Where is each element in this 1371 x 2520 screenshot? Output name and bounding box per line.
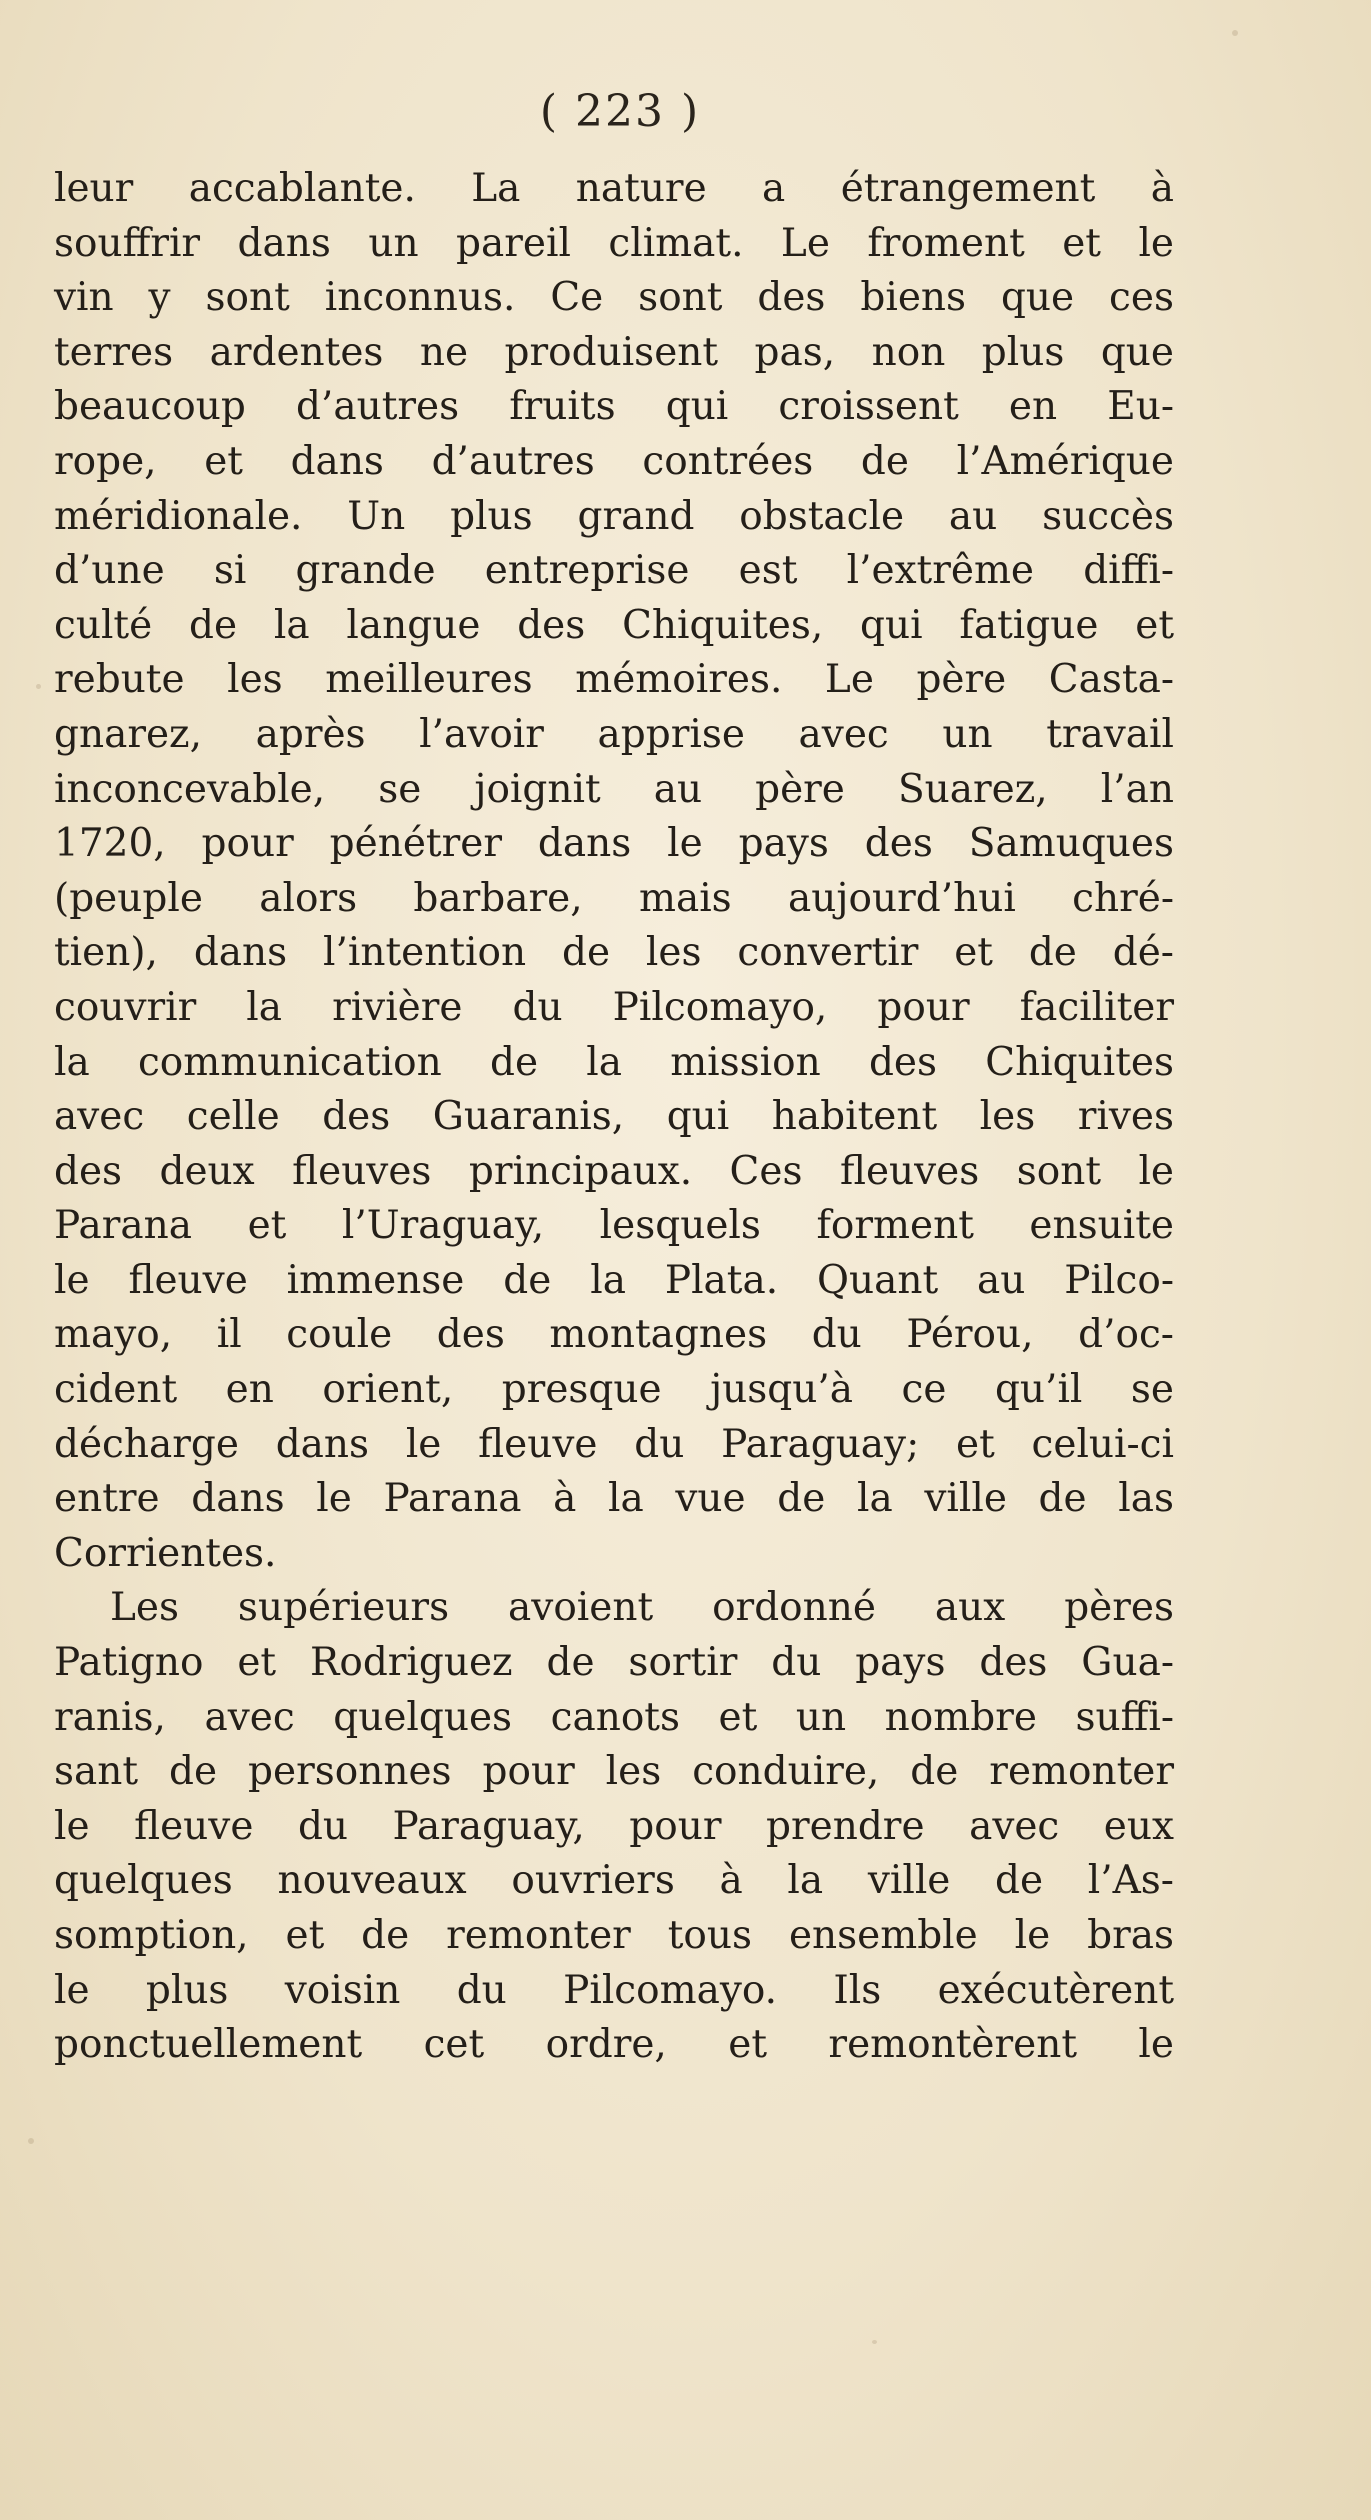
text-line: beaucoup d’autres fruits qui croissent en Eu-: [54, 384, 1174, 430]
text-line: (peuple alors barbare, mais aujourd’hui chré-: [54, 875, 1174, 921]
text-line: ponctuellement cet ordre, et remontèrent le: [54, 2022, 1174, 2068]
text-line: avec celle des Guaranis, qui habitent les rives: [54, 1094, 1174, 1140]
text-line: Patigno et Rodriguez de sortir du pays des Gua-: [54, 1640, 1174, 1686]
text-line: couvrir la rivière du Pilcomayo, pour faciliter: [54, 984, 1174, 1030]
text-line: sant de personnes pour les conduire, de remonter: [54, 1749, 1174, 1795]
paragraph-start-line: Les supérieurs avoient ordonné aux pères: [110, 1585, 1174, 1631]
text-line: le fleuve immense de la Plata. Quant au Pilco-: [54, 1257, 1174, 1303]
text-line: somption, et de remonter tous ensemble le bras: [54, 1913, 1174, 1958]
text-line: cident en orient, presque jusqu’à ce qu’il se: [54, 1367, 1174, 1413]
text-line: méridionale. Un plus grand obstacle au succès: [54, 493, 1174, 539]
text-line: rebute les meilleures mémoires. Le père Casta-: [54, 657, 1174, 703]
foxing-spot: [36, 684, 41, 689]
text-line: culté de la langue des Chiquites, qui fatigue et: [54, 602, 1174, 648]
text-line: 1720, pour pénétrer dans le pays des Samuques: [54, 821, 1174, 867]
page-number: ( 223 ): [539, 86, 701, 137]
text-line: rope, et dans d’autres contrées de l’Amérique: [54, 438, 1174, 484]
text-line: tien), dans l’intention de les convertir et de dé-: [54, 930, 1174, 976]
body-text: [54, 162, 1174, 2073]
foxing-spot: [28, 2138, 34, 2144]
text-line: souffrir dans un pareil climat. Le froment et le: [54, 220, 1174, 266]
text-line: gnarez, après l’avoir apprise avec un travail: [54, 711, 1174, 757]
foxing-spot: [1232, 30, 1238, 36]
text-line: d’une si grande entreprise est l’extrême diffi-: [54, 548, 1174, 594]
text-line: terres ardentes ne produisent pas, non plus que: [54, 329, 1174, 375]
foxing-spot: [872, 2340, 877, 2344]
text-line: vin y sont inconnus. Ce sont des biens que ces: [54, 275, 1174, 321]
text-line: des deux fleuves principaux. Ces fleuves sont le: [54, 1148, 1174, 1194]
text-line: leur accablante. La nature a étrangement à: [54, 166, 1174, 211]
text-line: le plus voisin du Pilcomayo. Ils exécutèrent: [54, 1967, 1174, 2013]
text-line: Parana et l’Uraguay, lesquels forment ensuite: [54, 1203, 1174, 1249]
text-line: le fleuve du Paraguay, pour prendre avec eux: [54, 1803, 1174, 1849]
paragraph-end-line: Corrientes.: [54, 1530, 277, 1576]
text-line: mayo, il coule des montagnes du Pérou, d’oc-: [54, 1312, 1174, 1358]
text-line: entre dans le Parana à la vue de la ville de las: [54, 1476, 1174, 1522]
text-line: la communication de la mission des Chiquites: [54, 1039, 1174, 1085]
text-line: quelques nouveaux ouvriers à la ville de l’As-: [54, 1858, 1174, 1904]
text-line: ranis, avec quelques canots et un nombre suffi-: [54, 1694, 1174, 1740]
text-line: décharge dans le fleuve du Paraguay; et celui-ci: [54, 1421, 1174, 1467]
text-line: inconcevable, se joignit au père Suarez, l’an: [54, 766, 1174, 812]
